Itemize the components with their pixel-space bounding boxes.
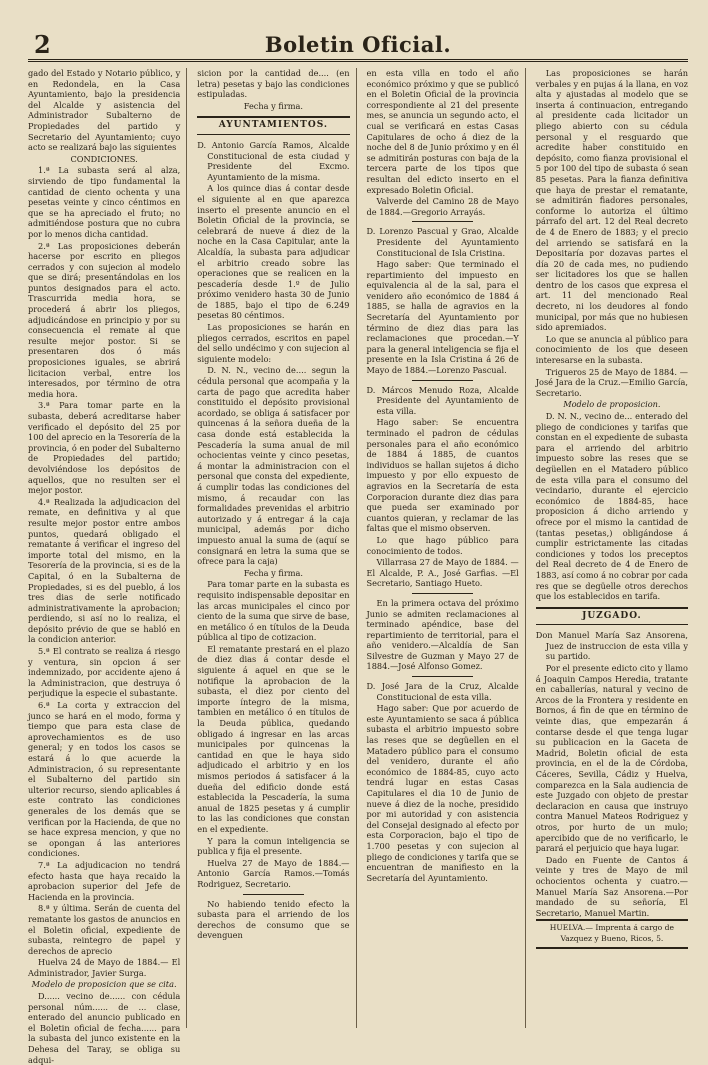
paragraph: Por el presente edicto cito y llamo á Joaquin Campos Heredia, tratante en caballerías, natural y vecino de Arcos de la Frontera y residente en Bornos, á fin de que en término de veinte dias, que empezarán á contarse desde el que tenga lugar su publicacion en la Gaceta de Madrid, Boletin oficial de esta provincia, en el de la de Córdoba, Cáceres, Sevilla, Cádiz y Huelva, comparezca en la Sala audiencia de este Juzgado con objeto de prestar declaracion en causa que instruyo contra Manuel Mateos Rodriguez y otros, por hurto de un mulo; apercibido que de no verificarlo, le parará el perjuicio que haya lugar. [535,663,688,854]
column-4 [536,68,688,1028]
notice-title: D. Antonio García Ramos, Alcalde Constitucional de esta ciudad y Presidente del Excmo. Ayuntamiento de la misma. [197,139,350,182]
separator [412,593,473,594]
paragraph: En la primera octava del próximo Junio se admiten reclamaciones al terminado apéndice, base del repartimiento de territorial, para el año venidero.—Alcaldía de San Silvestre de Guzman y Mayo 27 de 1884.—José Alfonso Gomez. [366,597,519,672]
separator [243,894,304,895]
separator [412,380,473,381]
paragraph: 1.ª La subasta será al alza, sirviendo de tipo fundamental la cantidad de ciento ochenta y una pesetas veinte y cinco céntimos en que se ha apreciado el fruto; no admitiéndose postura que no cubra por lo menos dicha cantidad. [28,165,181,239]
paragraph: Las proposiciones se harán en pliegos cerrados, escritos en papel del sello undécimo y con sujecion al siguiente modelo: [197,322,350,364]
paragraph: 8.ª y última. Serán de cuenta del rematante los gastos de anuncios en el Boletin oficial, expediente de subasta, reintegro de papel y derechos de aprecio [28,903,181,956]
masthead-title: Boletin Oficial. [264,32,452,57]
paragraph: A los quince dias á contar desde el siguiente al en que aparezca inserto el presente anuncio en el Boletin Oficial de la provincia, se celebrará de nueve á diez de la noche en la Casa Capitular, ante la Alcaldía, la subasta para adjudicar el arbitrio creado sobre las operaciones que se realicen en la pescadería desde 1.º de Julio próximo venidero hasta 30 de Junio de 1885, bajo el tipo de 6.249 pesetas 80 céntimos. [197,183,350,321]
paragraph: Hago saber: Se encuentra terminado el padron de cédulas personales para el año económico de 1884 á 1885, de cuantos individuos se hallan sujetos á dicho impuesto y por ello expuesto de agravios en la Secretaría de esta Corporacion durante diez dias para que pueda ser examinado por cuantos quieran, y reclamar de las faltas que el mismo observen. [366,417,519,534]
separator [412,676,473,677]
paragraph: en esta villa en todo el año económico próximo y que se publicó en el Boletin Oficial de la provincia correspondiente al 21 del presente mes, se anuncia un segundo acto, el cual se verificará en estas Casas Capitulares de ocho á diez de la noche del 8 de Junio próximo y en él se admitirán posturas con baja de la tercera parte de los tipos que resultan del edicto inserto en el expresado Boletin Oficial. [366,68,519,195]
paragraph: 3.ª Para tomar parte en la subasta, deberá acreditarse haber verificado el depósito del 25 por 100 del aprecio en la Tesorería de la provincia, ó en poder del Subalterno de Propiedades del partido; devolviéndose los depósitos de aquellos, que no resulten ser el mejor postor. [28,400,181,496]
signature: Huelva 24 de Mayo de 1884.— El Administrador, Javier Surga. [28,957,181,978]
column-1 [28,68,187,1065]
section-heading-ayuntamientos: AYUNTAMIENTOS. [218,120,329,131]
notice-title: D. José Jara de la Cruz, Alcalde Constitucional de esta villa. [366,681,519,702]
date-signature-line: Fecha y firma. [243,567,304,578]
header-rule [28,59,688,62]
paragraph: Lo que hago público para conocimiento de todos. [366,534,519,556]
date-signature-line: Fecha y firma. [243,100,304,111]
paragraph: sicion por la cantidad de.... (en letra) pesetas y bajo las condiciones estipuladas. [197,68,350,100]
paragraph: 7.ª La adjudicacion no tendrá efecto hasta que haya recaido la aprobacion superior del Jefe de Hacienda en la provincia. [28,859,181,902]
paragraph: 5.ª El contrato se realiza á riesgo y ventura, sin opcion á ser indemnizado, por accidente ajeno á la Administracion, que destruya ó perjudique la especie el subastante. [28,646,181,699]
paragraph: Hago saber: Que terminado el repartimiento del impuesto en equivalencia al de la sal, para el venidero año económico de 1884 á 1885, se halla de agravios en la Secretaría del Ayuntamiento por término de diez dias para las reclamaciones que procedan.—Y para la general inteligencia se fija el presente en la Isla Cristina á 26 de Mayo de 1884.—Lorenzo Pascual. [366,259,519,376]
paragraph: D. N. N., vecino de.... segun la cédula personal que acompaña y la carta de pago que acredita haber constituido el depósito provisional acordado, se obliga á satisfacer por quincenas á la señora dueña de la casa donde está establecida la Pescadería la suma anual de mil ochocientas veinte y cinco pesetas, á montar la administracion con el personal que consta del expediente, á cumplir todas las condiciones del mismo, á recaudar con las formalidades prevenidas el arbitrio autorizado y á entregar á la caja municipal, además por dicho impuesto anual la suma de (aquí se consignará en letra la suma que se ofrece para la caja) [197,365,350,567]
signature: Huelva 27 de Mayo de 1884.— Antonio García Ramos.—Tomás Rodriguez, Secretario. [197,857,350,889]
text-columns [28,68,688,1065]
notice-title: D. Márcos Menudo Roza, Alcalde Presidente del Ayuntamiento de esta villa. [366,384,519,416]
model-text: D...... vecino de...... con cédula personal núm...... de ... clase, enterado del anuncio publicado en el Boletin oficial de fecha...... para la subasta del junco existente en la Dehesa del Taray, se obliga su adqui- [28,991,181,1065]
page-header [28,22,688,62]
separator [412,221,473,222]
paragraph: El rematante prestará en el plazo de diez dias á contar desde el siguiente á aquel en que se le notifique la aprobacion de la subasta, el diez por ciento del importe íntegro de la misma, tambien en metálico ó en títulos de la Deuda pública, quedando obligado á ingresar en las arcas municipales por quincenas la cantidad en que le haya sido adjudicado el arbitrio y en los mismos periodos á satisfacer á la dueña del edificio donde está establecida la Pescadería, la suma anual de 1825 pesetas y á cumplir to las las condiciones que constan en el expediente. [197,643,350,834]
section-heading-juzgado: JUZGADO. [582,610,642,621]
imprint-line: HUELVA.— Imprenta á cargo de Vazquez y Bueno, Ricos, 5. [536,919,688,948]
model-title: Modelo de proposicion. [563,399,661,410]
column-2 [197,68,356,1028]
paragraph: Y para la comun inteligencia se publica y fija el presente. [197,835,350,857]
paragraph: 2.ª Las proposiciones deberán hacerse por escrito en pliegos cerrados y con sujecion al modelo que se dirá; presentándolas en los puntos designados para el acto. Trascurrida media hora, se procederá á abrir los pliegos, adjudicándose en principio y por su consecuencia el remate al que resulte mejor postor. Si se presentaren dos ó más proposiciones iguales, se abrirá licitacion verbal, entre los interesados, por término de otra media hora. [28,240,181,399]
column-3 [367,68,526,1028]
model-title: Modelo de proposicion que se cita. [31,979,177,990]
page-number: 2 [34,30,51,59]
paragraph: 4.ª Realizada la adjudicacion del remate, en definitiva y al que resulte mejor postor entre ambos puntos, quedará obligado el rematante á verificar el ingreso del importe total del mismo, en la Tesorería de la provincia, si es de la Capital, ó en la Subalterna de Propiedades, si es del pueblo, á los tres dias de serle notificado administrativamente la aprobacion; perdiendo, si así no lo realiza, el depósito prévio de que se habló en la condicion anterior. [28,496,181,645]
section-heading-box [197,116,349,135]
paragraph: Las proposiciones se harán verbales y en pujas á la llana, en voz alta y ajustadas al modelo que se inserta á continuacion, entregando al presidente cada licitador un pliego abierto con su cédula personal y el resguardo que acredite haber constituido en depósito, como fianza provisional el 5 por 100 del tipo de subasta ó sean 85 pesetas. Para la fianza definitiva que haya de prestar el rematante, se admitirán fiadores personales, conforme lo autoriza el último párrafo del art. 12 del Real decreto de 4 de Enero de 1883; y el precio del arriendo se satisfará en la Depositaría por dozavas partes el día 20 de cada mes, no pudiendo ser licitadores los que se hallen dentro de los casos que expresa el art. 11 del mencionado Real decreto, ni los deudores al fondo municipal, por más que no hubiesen sido apremiados. [535,68,688,333]
paragraph: Hago saber: Que por acuerdo de este Ayuntamiento se saca á pública subasta el arbitrio impuesto sobre las reses que se degüellen en el Matadero público para el consumo del venidero, durante el año económico de 1884-85, cuyo acto tendrá lugar en estas Casas Capitulares el dia 10 de Junio de nueve á diez de la noche, presidido por mi autoridad y con asistencia del Consejal designado al efecto por esta Corporacion, bajo el tipo de 1.700 pesetas y con sujecion al pliego de condiciones y tarifa que se encuentran de manifiesto en la Secretaría del Ayuntamiento. [366,703,519,883]
paragraph: gado del Estado y Notario público, y en Redondela, en la Casa Ayuntamiento, bajo la presidencia del Alcalde y asistencia del Administrador Subalterno de Propiedades del partido y Secretario del Ayuntamiento; cuyo acto se realizará bajo las siguientes [28,68,181,153]
notice-title: Don Manuel María Saz Ansorena, Juez de instruccion de esta villa y su partido. [535,630,688,662]
conditions-heading: CONDICIONES. [70,153,138,164]
model-text: D. N. N., vecino de... enterado del pliego de condiciones y tarifas que constan en el expediente de subasta para el arriendo del arbitrio impuesto sobre las reses que se degüellen en el Matadero público de esta villa para el consumo del vecindario, durante el ejercicio económico de 1884-85, hace proposicion á dicho arriendo y ofrece por el mismo la cantidad de (tantas pesetas,) obligándose á cumplir estrictamente las citadas condiciones y todos los preceptos del Real decreto de 4 de Enero de 1883, así como á no cobrar por cada res que se degüelle otros derechos que los establecidos en tarifa. [535,411,688,602]
signature: Villarrasa 27 de Mayo de 1884. —El Alcalde, P. A., José Garfias. —El Secretario, Santiago Hueto. [366,557,519,589]
notice-title: D. Lorenzo Pascual y Grao, Alcalde Presidente del Ayuntamiento Constitucional de Isla Cristina. [366,226,519,258]
paragraph: Para tomar parte en la subasta es requisito indispensable depositar en las arcas municipales el cinco por ciento de la suma que sirve de base, en metálico ó en títulos de la Deuda pública al tipo de cotizacion. [197,579,350,643]
signature: Valverde del Camino 28 de Mayo de 1884.—Gregorio Arrayás. [366,196,519,217]
signature: Trigueros 25 de Mayo de 1884. —José Jara de la Cruz.—Emilio García, Secretario. [535,366,688,398]
paragraph: Lo que se anuncia al público para conocimiento de los que deseen interesarse en la subasta. [535,333,688,366]
section-heading-box [536,607,688,626]
paragraph: Dado en Fuente de Cantos á veinte y tres de Mayo de mil ochocientos ochenta y cuatro.—Manuel María Saz Ansorena.—Por mandado de su señoría, El Secretario, Manuel Martin. [535,854,688,918]
paragraph: 6.ª La corta y extraccion del junco se hará en el modo, forma y tiempo que para esta clase de aprovechamientos es de uso general; y en todos los casos se estará á lo que acuerde la Administracion, ó su representante el Subalterno del partido sin ulterior recurso, siendo aplicables á este contrato las condiciones generales de los demás que se verifican por la Hacienda, de que no se hace expresa mencion, y que no se opongan á las anteriores condiciones. [28,700,181,859]
paragraph: No habiendo tenido efecto la subasta para el arriendo de los derechos de consumo que se devenguen [197,898,350,941]
